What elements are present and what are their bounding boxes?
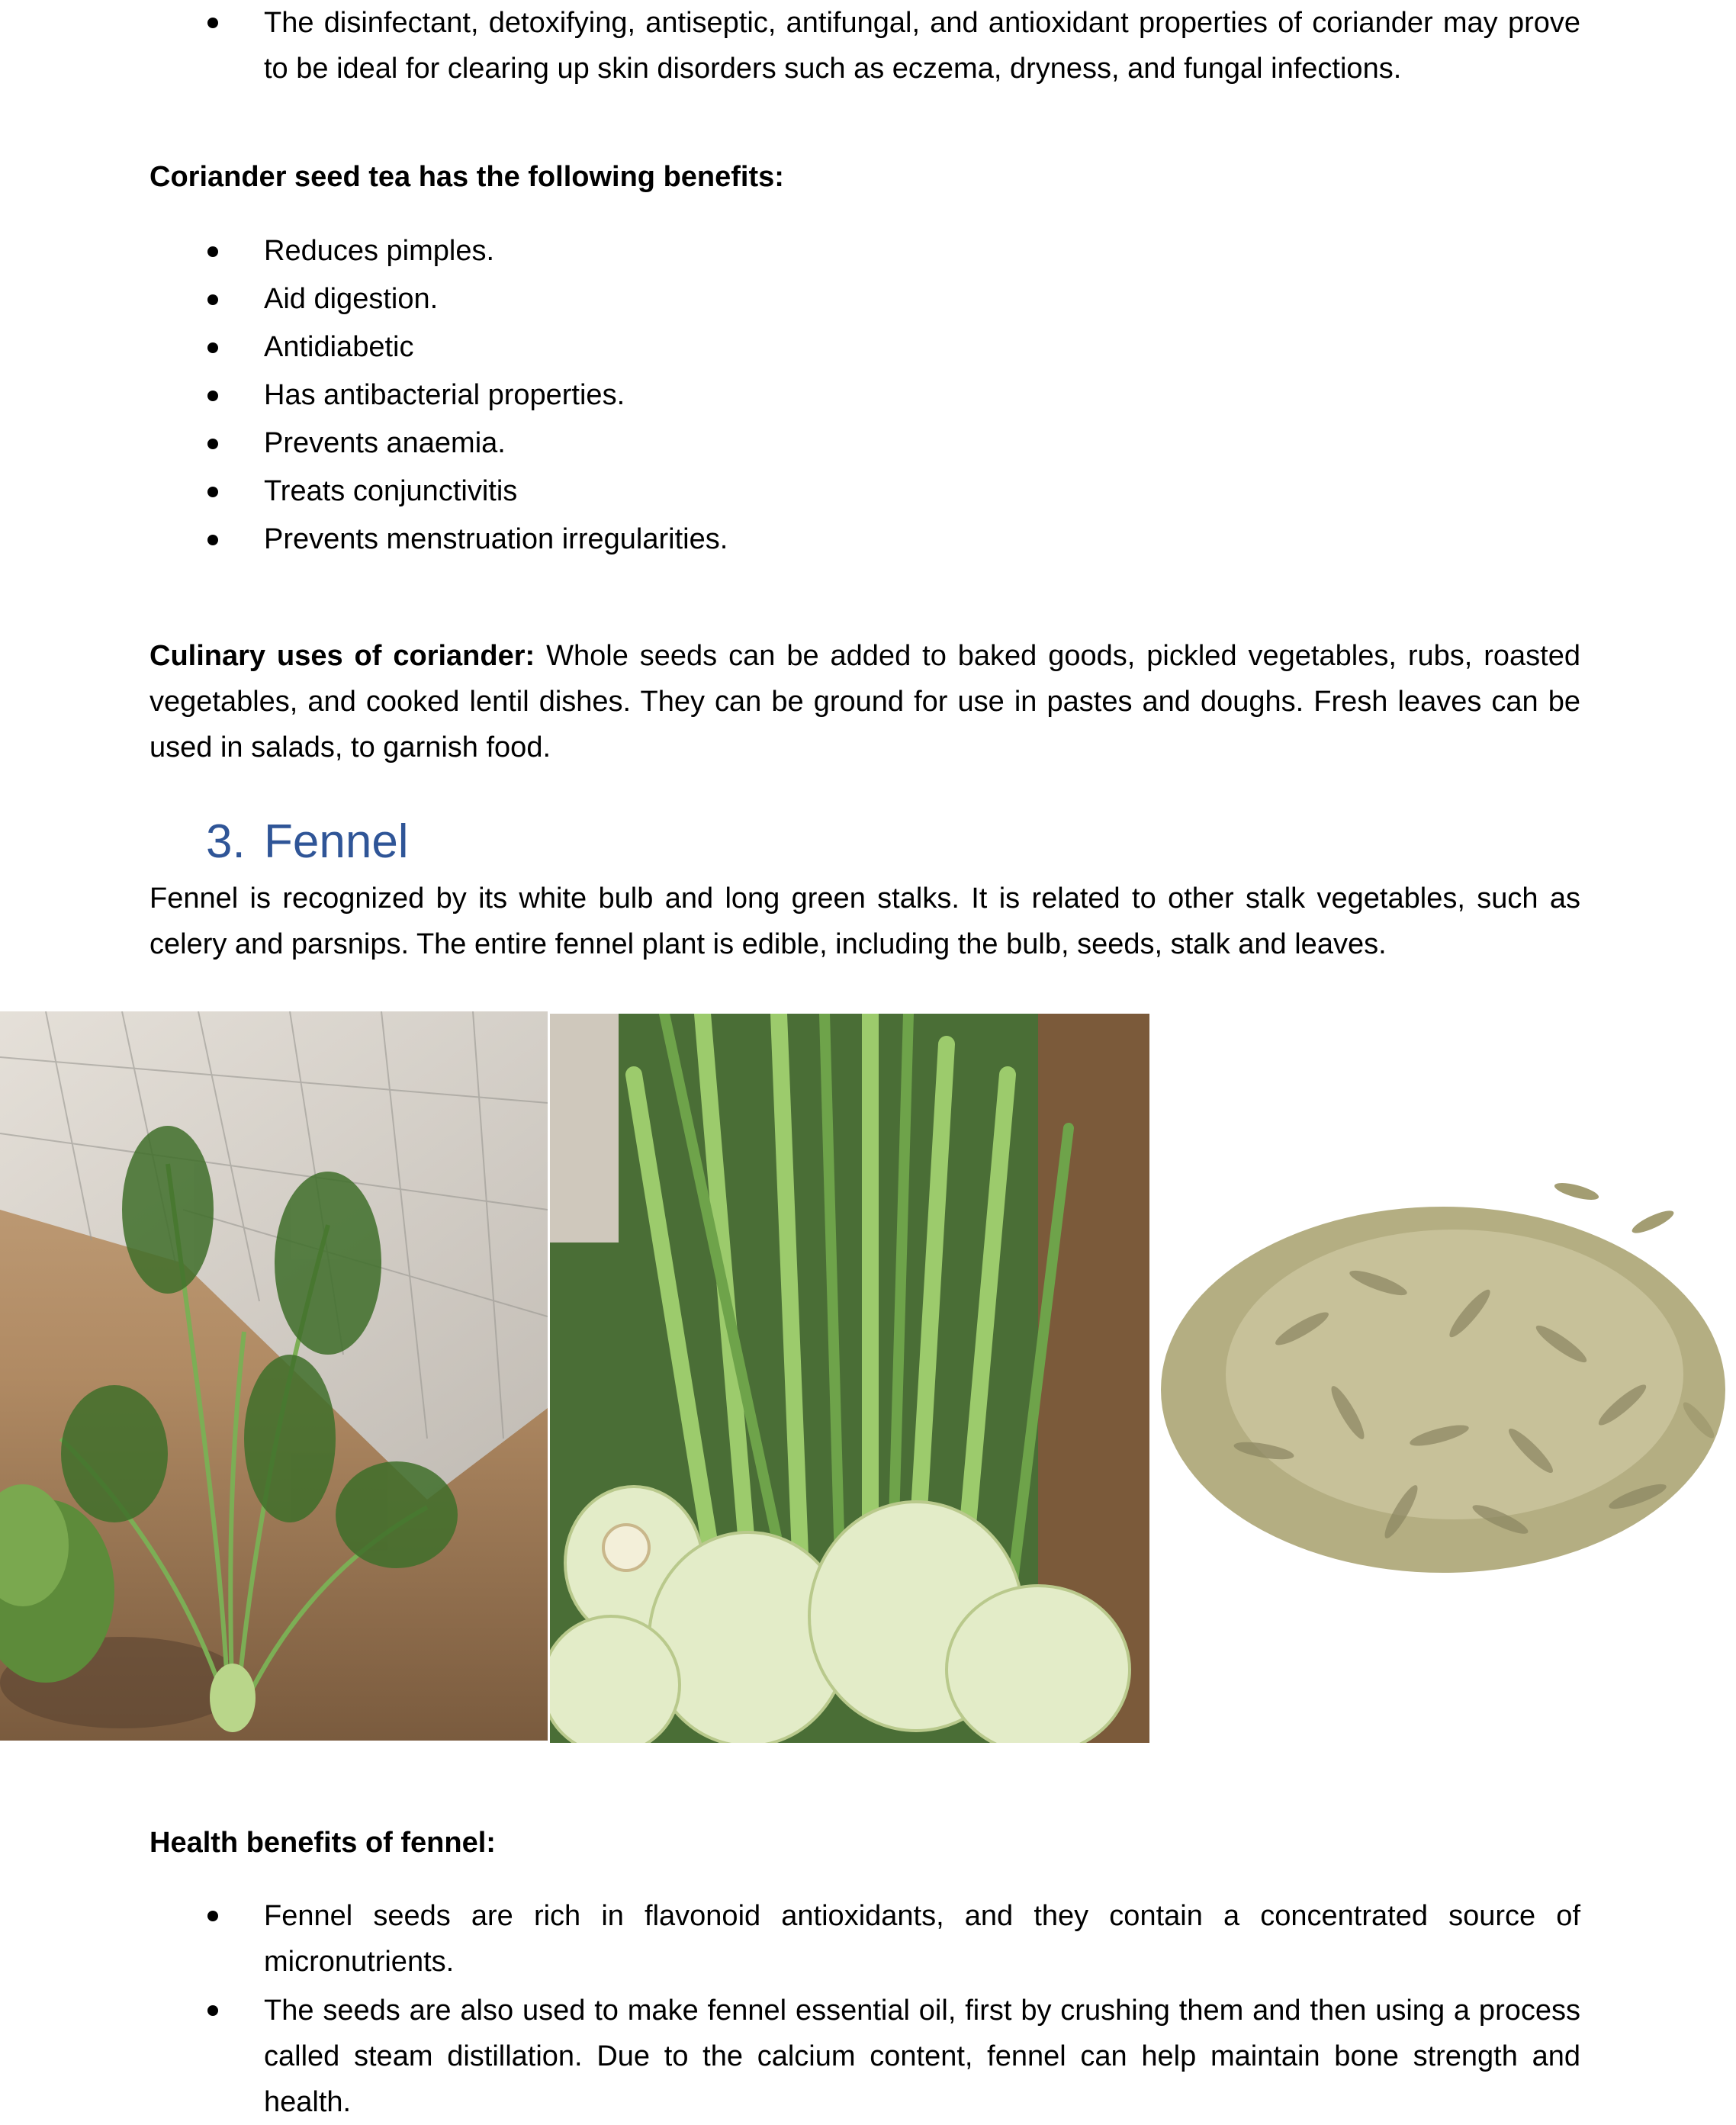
culinary-paragraph	[149, 633, 1580, 770]
list-item	[149, 227, 1580, 275]
health-heading: Health benefits of fennel:	[149, 1827, 496, 1859]
list-item-text: Prevents anaemia.	[264, 427, 506, 459]
list-item	[149, 1893, 1580, 1985]
intro-bullet-list	[149, 0, 1580, 92]
list-item-text: Fennel seeds are rich in flavonoid antioxidants, and they contain a concentrated source of micronutrients.	[264, 1900, 1580, 1978]
section-title-text: Fennel	[264, 815, 409, 868]
list-item-text: Prevents menstruation irregularities.	[264, 523, 728, 555]
list-item	[149, 371, 1580, 420]
bullet-icon	[207, 18, 218, 28]
list-item	[149, 1988, 1580, 2125]
list-item-text: Aid digestion.	[264, 283, 439, 315]
bullet-icon	[207, 246, 218, 257]
list-item-text: Treats conjunctivitis	[264, 475, 518, 507]
list-item-text: Has antibacterial properties.	[264, 379, 625, 411]
list-item	[149, 275, 1580, 323]
health-benefits-list	[149, 1893, 1580, 2125]
bullet-icon	[207, 439, 218, 449]
list-item	[149, 0, 1580, 92]
bullet-icon	[207, 1911, 218, 1921]
bullet-icon	[207, 294, 218, 305]
bullet-icon	[207, 487, 218, 497]
list-item	[149, 323, 1580, 371]
intro-bullet-text: The disinfectant, detoxifying, antiseptic, antifungal, and antioxidant properties of coriander may prove to be ideal for clearing up skin disorders such as eczema, dryness, and fungal infections.	[264, 7, 1580, 85]
bullet-icon	[207, 391, 218, 401]
fennel-seeds-photo	[1149, 1161, 1736, 1597]
seed-tea-heading: Coriander seed tea has the following benefits:	[149, 161, 784, 193]
culinary-text: Whole seeds can be added to baked goods, pickled vegetables, rubs, roasted vegetables, and cooked lentil dishes. They can be ground for use in pastes and doughs. Fresh leaves can be used in salads, to garnish food.	[149, 640, 1580, 764]
section-number: 3.	[206, 815, 246, 868]
list-item	[149, 468, 1580, 516]
list-item	[149, 420, 1580, 468]
fennel-description: Fennel is recognized by its white bulb and long green stalks. It is related to other stalk vegetables, such as celery and parsnips. The entire fennel plant is edible, including the bulb, seeds, stalk and leaves.	[149, 882, 1580, 960]
fennel-bulbs-photo	[550, 1014, 1149, 1743]
list-item	[149, 516, 1580, 564]
list-item-text: Reduces pimples.	[264, 235, 495, 267]
section-heading	[206, 813, 409, 871]
bullet-icon	[207, 342, 218, 353]
bullet-icon	[207, 2005, 218, 2016]
bullet-icon	[207, 535, 218, 545]
culinary-label: Culinary uses of coriander:	[149, 640, 535, 672]
fennel-plant-photo	[0, 1011, 548, 1741]
list-item-text: The seeds are also used to make fennel essential oil, first by crushing them and then using a process called steam distillation. Due to the calcium content, fennel can help maintain bone strength and health.	[264, 1995, 1580, 2118]
seed-tea-list	[149, 227, 1580, 564]
list-item-text: Antidiabetic	[264, 331, 414, 363]
